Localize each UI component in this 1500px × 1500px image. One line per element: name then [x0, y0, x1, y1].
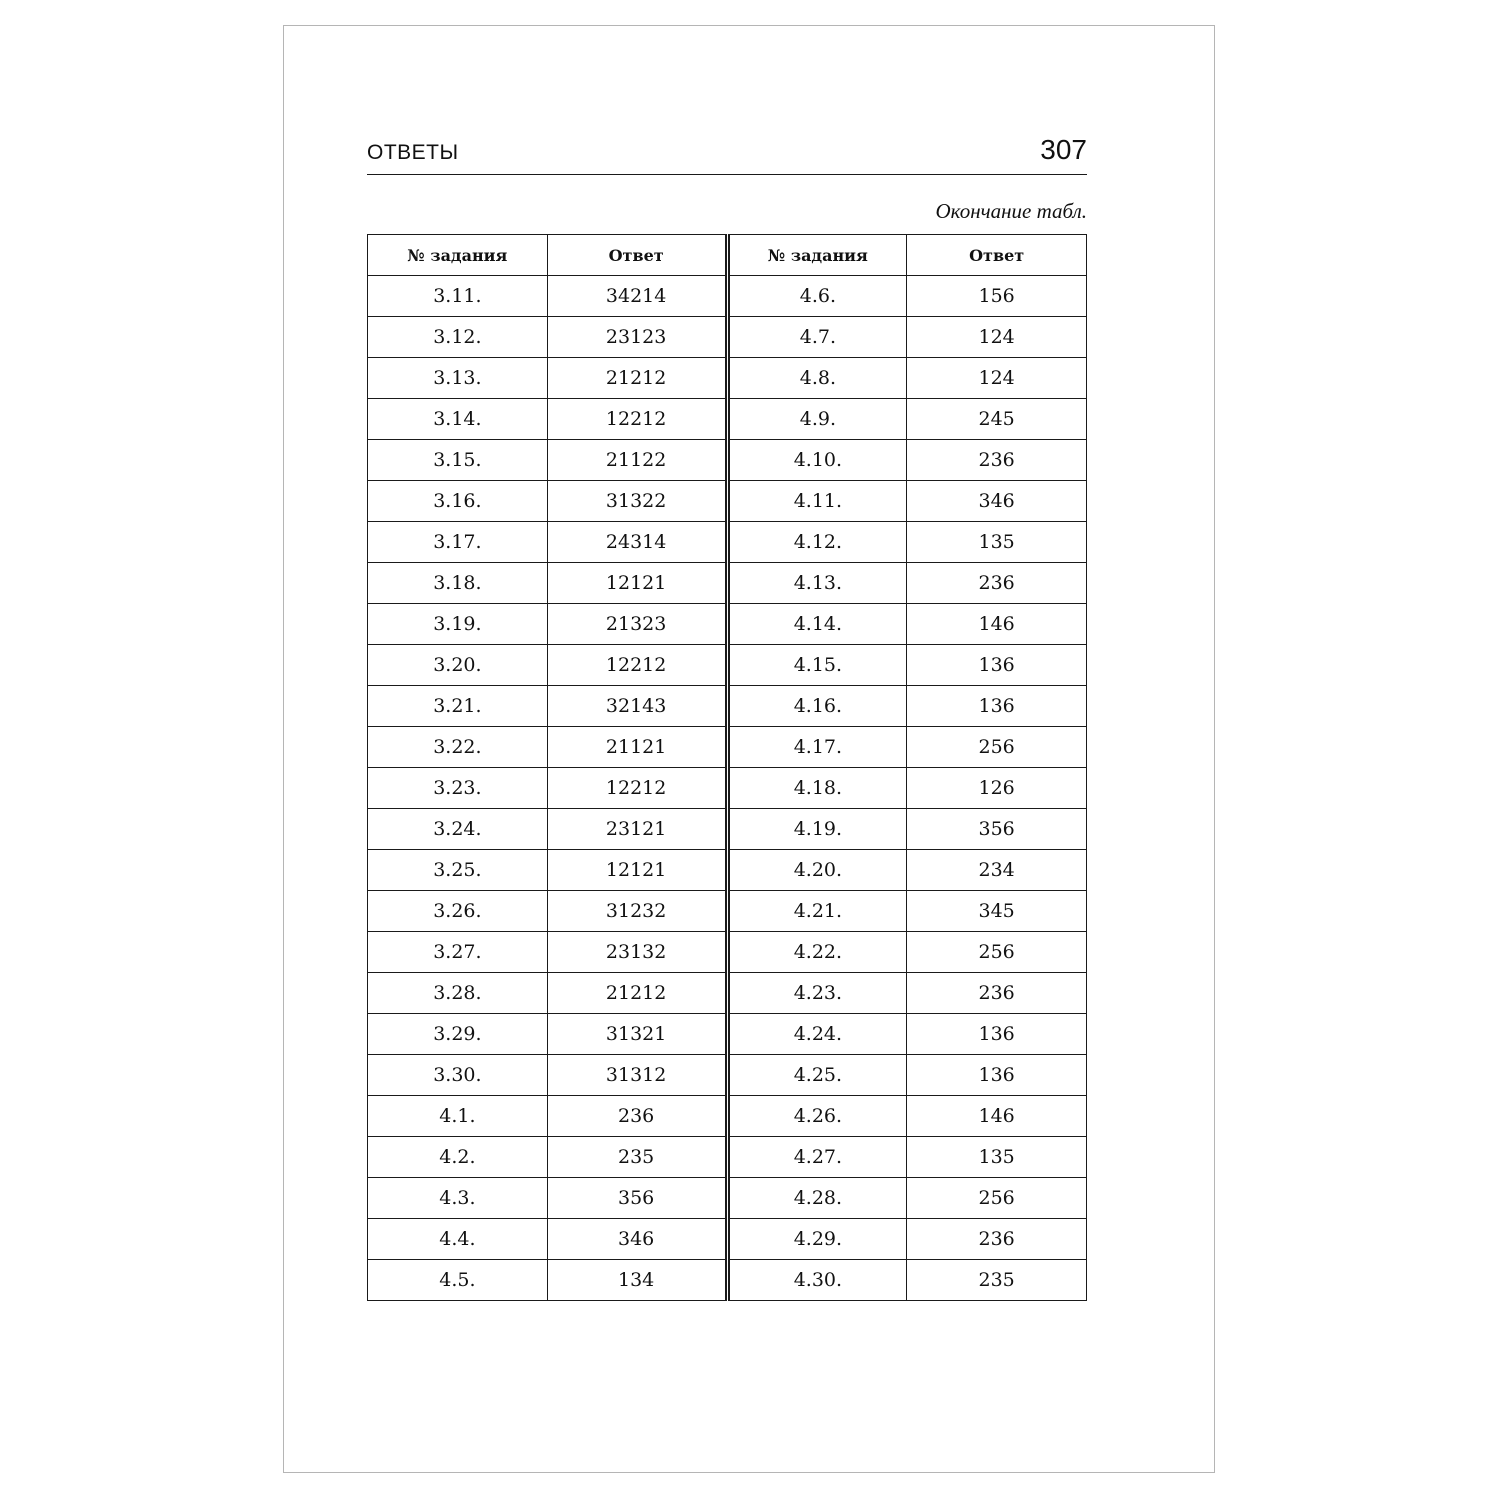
header-answer: Ответ: [547, 235, 727, 276]
answer-cell: 135: [907, 1137, 1087, 1178]
task-number-cell: 3.20.: [368, 645, 548, 686]
table-row: [368, 276, 1087, 317]
task-number-cell: 3.17.: [368, 522, 548, 563]
task-number-cell: 3.14.: [368, 399, 548, 440]
task-number-cell: 4.26.: [727, 1096, 907, 1137]
answer-cell: 31312: [547, 1055, 727, 1096]
task-number-cell: 3.24.: [368, 809, 548, 850]
table-row: [368, 358, 1087, 399]
task-number-cell: 3.11.: [368, 276, 548, 317]
answer-cell: 135: [907, 522, 1087, 563]
task-number-cell: 4.6.: [727, 276, 907, 317]
task-number-cell: 4.13.: [727, 563, 907, 604]
table-row: [368, 768, 1087, 809]
task-number-cell: 4.14.: [727, 604, 907, 645]
table-row: [368, 604, 1087, 645]
task-number-cell: 4.28.: [727, 1178, 907, 1219]
header-task-number: № задания: [368, 235, 548, 276]
task-number-cell: 3.23.: [368, 768, 548, 809]
answer-cell: 32143: [547, 686, 727, 727]
task-number-cell: 4.27.: [727, 1137, 907, 1178]
task-number-cell: 4.22.: [727, 932, 907, 973]
answer-cell: 23132: [547, 932, 727, 973]
answer-cell: 146: [907, 1096, 1087, 1137]
task-number-cell: 4.29.: [727, 1219, 907, 1260]
answer-cell: 256: [907, 932, 1087, 973]
answer-cell: 21212: [547, 358, 727, 399]
page-header: [367, 132, 1087, 175]
answer-cell: 12212: [547, 399, 727, 440]
task-number-cell: 3.16.: [368, 481, 548, 522]
table-caption: Окончание табл.: [935, 199, 1087, 223]
table-row: [368, 317, 1087, 358]
answer-cell: 23121: [547, 809, 727, 850]
answer-cell: 235: [907, 1260, 1087, 1301]
table-row: [368, 932, 1087, 973]
table-row: [368, 563, 1087, 604]
task-number-cell: 4.18.: [727, 768, 907, 809]
answer-cell: 256: [907, 1178, 1087, 1219]
answer-cell: 136: [907, 1014, 1087, 1055]
table-row: [368, 481, 1087, 522]
answer-cell: 235: [547, 1137, 727, 1178]
answers-table-body: [368, 276, 1087, 1301]
answer-cell: 136: [907, 645, 1087, 686]
table-row: [368, 399, 1087, 440]
task-number-cell: 4.24.: [727, 1014, 907, 1055]
table-row: [368, 686, 1087, 727]
answer-cell: 136: [907, 1055, 1087, 1096]
table-row: [368, 727, 1087, 768]
task-number-cell: 4.19.: [727, 809, 907, 850]
task-number-cell: 4.5.: [368, 1260, 548, 1301]
answer-cell: 234: [907, 850, 1087, 891]
task-number-cell: 4.25.: [727, 1055, 907, 1096]
task-number-cell: 4.7.: [727, 317, 907, 358]
answer-cell: 21122: [547, 440, 727, 481]
answer-cell: 31321: [547, 1014, 727, 1055]
answer-cell: 236: [907, 1219, 1087, 1260]
task-number-cell: 4.4.: [368, 1219, 548, 1260]
task-number-cell: 3.26.: [368, 891, 548, 932]
answer-cell: 345: [907, 891, 1087, 932]
answer-cell: 34214: [547, 276, 727, 317]
answer-cell: 12212: [547, 645, 727, 686]
table-row: [368, 1055, 1087, 1096]
answer-cell: 346: [547, 1219, 727, 1260]
header-answer: Ответ: [907, 235, 1087, 276]
answer-cell: 124: [907, 358, 1087, 399]
table-header-row: [368, 235, 1087, 276]
table-row: [368, 1178, 1087, 1219]
answer-cell: 136: [907, 686, 1087, 727]
task-number-cell: 4.21.: [727, 891, 907, 932]
answer-cell: 236: [907, 973, 1087, 1014]
task-number-cell: 4.8.: [727, 358, 907, 399]
answer-cell: 146: [907, 604, 1087, 645]
answer-cell: 236: [907, 563, 1087, 604]
task-number-cell: 3.18.: [368, 563, 548, 604]
table-row: [368, 645, 1087, 686]
task-number-cell: 4.9.: [727, 399, 907, 440]
table-row: [368, 1096, 1087, 1137]
answer-cell: 21323: [547, 604, 727, 645]
page-number: 307: [1040, 134, 1087, 165]
task-number-cell: 4.2.: [368, 1137, 548, 1178]
answer-cell: 124: [907, 317, 1087, 358]
table-row: [368, 1260, 1087, 1301]
task-number-cell: 3.22.: [368, 727, 548, 768]
answer-cell: 24314: [547, 522, 727, 563]
answer-cell: 256: [907, 727, 1087, 768]
answer-cell: 236: [547, 1096, 727, 1137]
table-row: [368, 440, 1087, 481]
answer-cell: 346: [907, 481, 1087, 522]
answer-cell: 126: [907, 768, 1087, 809]
answer-cell: 156: [907, 276, 1087, 317]
table-row: [368, 973, 1087, 1014]
answer-cell: 31232: [547, 891, 727, 932]
task-number-cell: 3.29.: [368, 1014, 548, 1055]
task-number-cell: 4.11.: [727, 481, 907, 522]
task-number-cell: 4.12.: [727, 522, 907, 563]
task-number-cell: 4.20.: [727, 850, 907, 891]
answer-cell: 245: [907, 399, 1087, 440]
task-number-cell: 4.16.: [727, 686, 907, 727]
table-row: [368, 1219, 1087, 1260]
table-row: [368, 850, 1087, 891]
task-number-cell: 3.15.: [368, 440, 548, 481]
task-number-cell: 4.15.: [727, 645, 907, 686]
task-number-cell: 3.21.: [368, 686, 548, 727]
answer-cell: 12121: [547, 563, 727, 604]
table-row: [368, 1137, 1087, 1178]
table-row: [368, 891, 1087, 932]
task-number-cell: 3.13.: [368, 358, 548, 399]
running-title: ОТВЕТЫ: [367, 141, 459, 164]
answer-cell: 12212: [547, 768, 727, 809]
task-number-cell: 4.10.: [727, 440, 907, 481]
task-number-cell: 4.23.: [727, 973, 907, 1014]
task-number-cell: 4.30.: [727, 1260, 907, 1301]
table-row: [368, 522, 1087, 563]
answer-cell: 356: [907, 809, 1087, 850]
task-number-cell: 3.25.: [368, 850, 548, 891]
task-number-cell: 4.1.: [368, 1096, 548, 1137]
header-task-number: № задания: [727, 235, 907, 276]
answer-cell: 23123: [547, 317, 727, 358]
table-row: [368, 809, 1087, 850]
task-number-cell: 4.17.: [727, 727, 907, 768]
answer-cell: 21212: [547, 973, 727, 1014]
answer-cell: 21121: [547, 727, 727, 768]
task-number-cell: 4.3.: [368, 1178, 548, 1219]
answers-table: [367, 234, 1087, 1301]
task-number-cell: 3.30.: [368, 1055, 548, 1096]
answer-cell: 236: [907, 440, 1087, 481]
answer-cell: 134: [547, 1260, 727, 1301]
task-number-cell: 3.12.: [368, 317, 548, 358]
task-number-cell: 3.19.: [368, 604, 548, 645]
task-number-cell: 3.28.: [368, 973, 548, 1014]
task-number-cell: 3.27.: [368, 932, 548, 973]
answer-cell: 356: [547, 1178, 727, 1219]
table-row: [368, 1014, 1087, 1055]
answer-cell: 31322: [547, 481, 727, 522]
answer-cell: 12121: [547, 850, 727, 891]
